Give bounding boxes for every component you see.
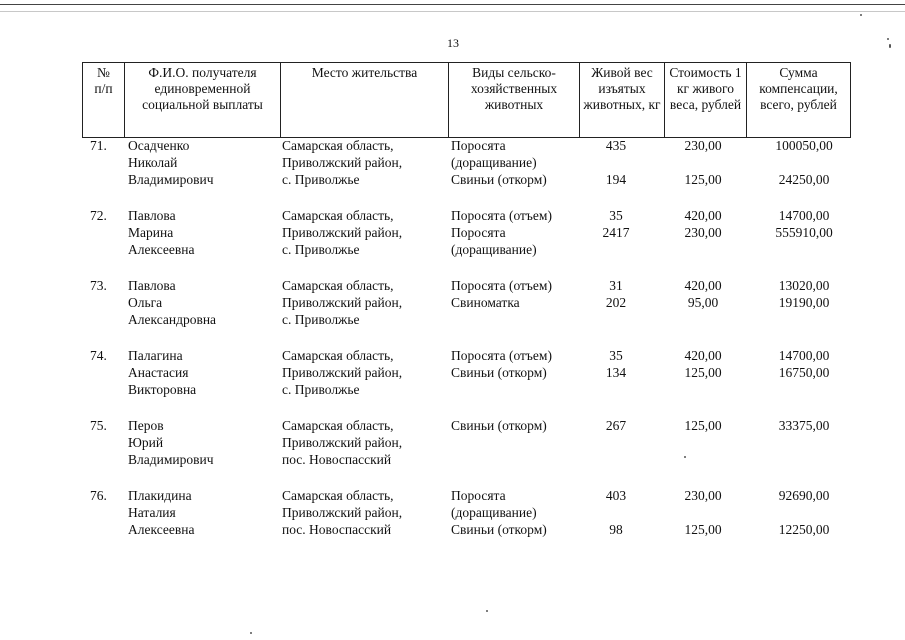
compensation-total: 14700,00 555910,00	[775, 208, 833, 240]
live-weight: 435 194	[605, 138, 627, 187]
live-weight: 35 134	[605, 348, 627, 380]
price-per-kg: 230,00 125,00	[684, 138, 722, 187]
price-per-kg: 230,00 125,00	[684, 488, 722, 537]
scan-speck	[684, 456, 686, 458]
recipient-name: Осадченко Николай Владимирович	[128, 138, 214, 187]
table-row	[0, 487, 905, 547]
residence: Самарская область, Приволжский район, с. Приволжье	[282, 348, 403, 397]
animal-kinds: Поросята (отъем) Свиньи (откорм)	[451, 348, 552, 380]
table-row	[0, 417, 905, 477]
live-weight: 267	[605, 418, 627, 433]
header-price: Стоимость 1 кг живого веса, рублей	[665, 63, 747, 138]
animal-kinds: Свиньи (откорм)	[451, 418, 547, 433]
row-number: 73.	[90, 278, 107, 293]
residence: Самарская область, Приволжский район, пос. Новоспасский	[282, 488, 403, 537]
recipient-name: Перов Юрий Владимирович	[128, 418, 214, 467]
header-kinds: Виды сельско-хозяйственных животных	[449, 63, 580, 138]
animal-kinds: Поросята (отъем) Поросята (доращивание)	[451, 208, 552, 257]
compensation-total: 13020,00 19190,00	[778, 278, 830, 310]
animal-kinds: Поросята (отъем) Свиноматка	[451, 278, 552, 310]
compensation-total: 14700,00 16750,00	[778, 348, 830, 380]
compensation-total: 100050,00 24250,00	[775, 138, 833, 187]
recipient-name: Павлова Ольга Александровна	[128, 278, 217, 327]
scan-top-border	[0, 4, 905, 5]
scan-speck	[889, 44, 891, 48]
row-number: 76.	[90, 488, 107, 503]
recipient-name: Павлова Марина Алексеевна	[128, 208, 195, 257]
scan-speck	[860, 14, 862, 16]
table-row	[0, 277, 905, 337]
price-per-kg: 420,00 230,00	[684, 208, 722, 240]
scan-top-border-faint	[0, 11, 905, 12]
row-number: 72.	[90, 208, 107, 223]
header-address: Место жительства	[281, 63, 449, 138]
live-weight: 35 2417	[602, 208, 630, 240]
scan-speck	[887, 38, 889, 40]
residence: Самарская область, Приволжский район, с. Приволжье	[282, 138, 403, 187]
price-per-kg: 125,00	[684, 418, 722, 433]
price-per-kg: 420,00 95,00	[684, 278, 722, 310]
animal-kinds: Поросята (доращивание) Свиньи (откорм)	[451, 488, 547, 537]
page-number: 13	[447, 36, 459, 50]
table-row	[0, 207, 905, 267]
table-row	[0, 347, 905, 407]
residence: Самарская область, Приволжский район, с. Приволжье	[282, 278, 403, 327]
header-weight: Живой вес изъятых животных, кг	[580, 63, 665, 138]
residence: Самарская область, Приволжский район, с. Приволжье	[282, 208, 403, 257]
scan-speck	[250, 632, 252, 634]
live-weight: 403 98	[605, 488, 627, 537]
table-row	[0, 137, 905, 197]
scan-speck	[486, 610, 488, 612]
recipient-name: Плакидина Наталия Алексеевна	[128, 488, 195, 537]
header-num: № п/п	[83, 63, 125, 138]
row-number: 71.	[90, 138, 107, 153]
animal-kinds: Поросята (доращивание) Свиньи (откорм)	[451, 138, 547, 187]
compensation-total: 92690,00 12250,00	[778, 488, 830, 537]
row-number: 75.	[90, 418, 107, 433]
row-number: 74.	[90, 348, 107, 363]
header-total: Сумма компенсации, всего, рублей	[747, 63, 851, 138]
live-weight: 31 202	[605, 278, 627, 310]
recipient-name: Палагина Анастасия Викторовна	[128, 348, 197, 397]
price-per-kg: 420,00 125,00	[684, 348, 722, 380]
residence: Самарская область, Приволжский район, пос. Новоспасский	[282, 418, 403, 467]
compensation-total: 33375,00	[778, 418, 830, 433]
table-header	[82, 62, 851, 138]
header-name: Ф.И.О. получателя единовременной социальной выплаты	[125, 63, 281, 138]
